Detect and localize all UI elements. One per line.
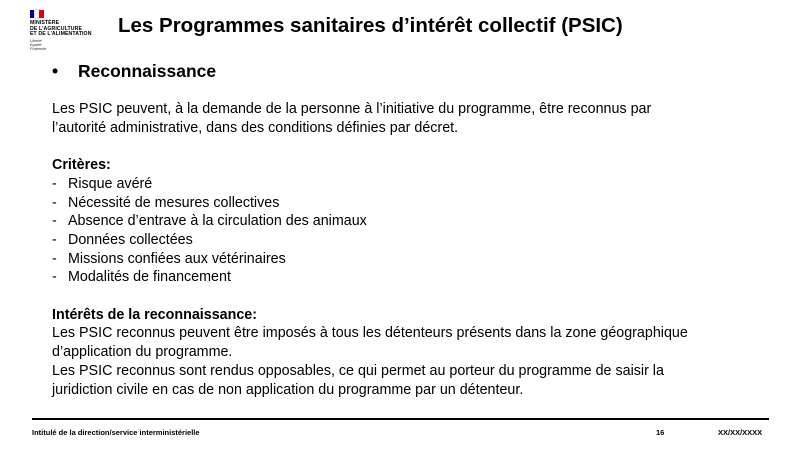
- ministry-name: [30, 21, 110, 38]
- list-item-text: Modalités de financement: [68, 269, 231, 286]
- ministry-logo: [30, 10, 110, 51]
- criteria-heading: Critères:: [52, 157, 111, 174]
- list-item-text: Données collectées: [68, 231, 193, 248]
- interests-line: d’application du programme.: [52, 344, 233, 361]
- list-item-text: Risque avéré: [68, 175, 153, 192]
- list-item: [52, 212, 752, 231]
- interests-heading: Intérêts de la reconnaissance:: [52, 306, 258, 323]
- ministry-name-line: DE L'AGRICULTURE: [30, 25, 83, 32]
- footer-date: XX/XX/XXXX: [718, 428, 763, 437]
- motto-line: Égalité: [30, 42, 42, 47]
- page-number: 16: [656, 428, 665, 437]
- motto-line: Fraternité: [30, 47, 47, 52]
- intro-line: l’autorité administrative, dans des conditions définies par décret.: [52, 119, 459, 136]
- slide-title: Les Programmes sanitaires d’intérêt collectif (PSIC): [118, 14, 623, 37]
- interests-line: juridiction civile en cas de non application du programme par un détenteur.: [52, 381, 524, 398]
- dash-marker: -: [52, 250, 57, 267]
- republic-motto: [30, 39, 110, 52]
- list-item: [52, 175, 752, 194]
- list-item-text: Absence d’entrave à la circulation des animaux: [68, 213, 367, 230]
- section-heading-label: Reconnaissance: [78, 61, 217, 81]
- flag-red-stripe: [39, 10, 44, 18]
- list-item-text: Missions confiées aux vétérinaires: [68, 250, 286, 267]
- footer-department: Intitulé de la direction/service interministérielle: [32, 428, 200, 437]
- dash-marker: -: [52, 231, 57, 248]
- dash-marker: -: [52, 194, 57, 211]
- dash-marker: -: [52, 175, 57, 192]
- dash-marker: -: [52, 213, 57, 230]
- intro-line: Les PSIC peuvent, à la demande de la personne à l’initiative du programme, être reconnus par: [52, 101, 652, 117]
- list-item: [52, 194, 752, 213]
- footer-divider: [32, 418, 769, 420]
- list-item: [52, 268, 752, 287]
- french-flag-icon: [30, 10, 44, 18]
- section-heading: [52, 61, 216, 82]
- motto-line: Liberté: [30, 38, 42, 43]
- bullet-icon: •: [52, 61, 59, 81]
- criteria-list: [52, 175, 752, 287]
- list-item: [52, 231, 752, 250]
- dash-marker: -: [52, 269, 57, 286]
- slide-body: [52, 100, 752, 399]
- ministry-name-line: MINISTÈRE: [30, 20, 60, 26]
- ministry-name-line: ET DE L'ALIMENTATION: [30, 31, 92, 38]
- list-item: [52, 250, 752, 269]
- interests-line: Les PSIC reconnus sont rendus opposables, ce qui permet au porteur du programme de saisir la: [52, 362, 664, 379]
- list-item-text: Nécessité de mesures collectives: [68, 194, 280, 211]
- interests-line: Les PSIC reconnus peuvent être imposés à tous les détenteurs présents dans la zone géographique: [52, 325, 688, 342]
